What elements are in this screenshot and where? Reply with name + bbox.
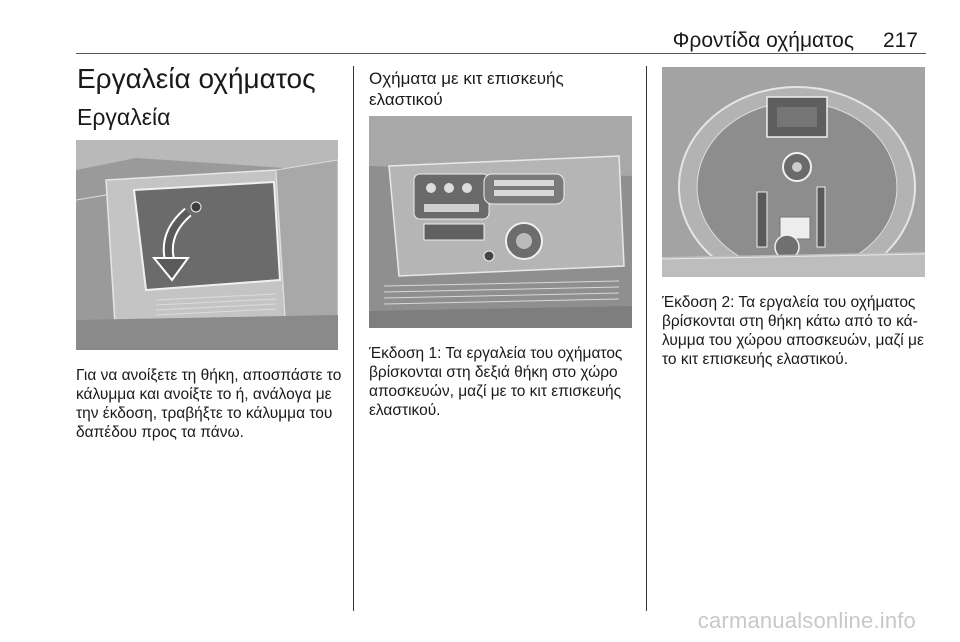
version1-text: Έκδοση 1: Τα εργαλεία του οχήματος βρίσκονται στη δεξιά θήκη στο χώρο αποσκευών, μαζί με το κιτ επισκευής ελαστικού. [369,345,623,419]
chapter-title: Εργαλεία οχήματος [77,63,316,94]
running-header-title: Φροντίδα οχήματος [672,29,854,52]
header-rule [76,53,926,54]
cover-instructions-text: Για να ανοίξετε τη θήκη, αποσπάστε το κάλυμμα και ανοίξτε το ή, ανάλογα με την έκδοση, τραβήξτε το κάλυμμα του δαπέδου προς τα πάνω. [76,367,342,441]
column-divider-1 [353,66,354,611]
tyre-repair-kit-heading: Οχήματα με κιτ επισκευής ελαστικού [369,69,564,109]
section-title: Εργαλεία [77,104,171,130]
version2-storage-illustration [662,67,925,277]
page-number: 217 [882,29,918,52]
trunk-cover-illustration [76,140,338,350]
column-divider-2 [646,66,647,611]
version1-storage-illustration [369,116,632,328]
watermark: carmanualsonline.info [697,608,916,633]
version2-text: Έκδοση 2: Τα εργαλεία του οχήματος βρίσκονται στη θήκη κάτω από το κά- λυμμα του χώρου αποσκευών, μαζί με το κιτ επισκευής ελαστικού. [662,294,924,368]
